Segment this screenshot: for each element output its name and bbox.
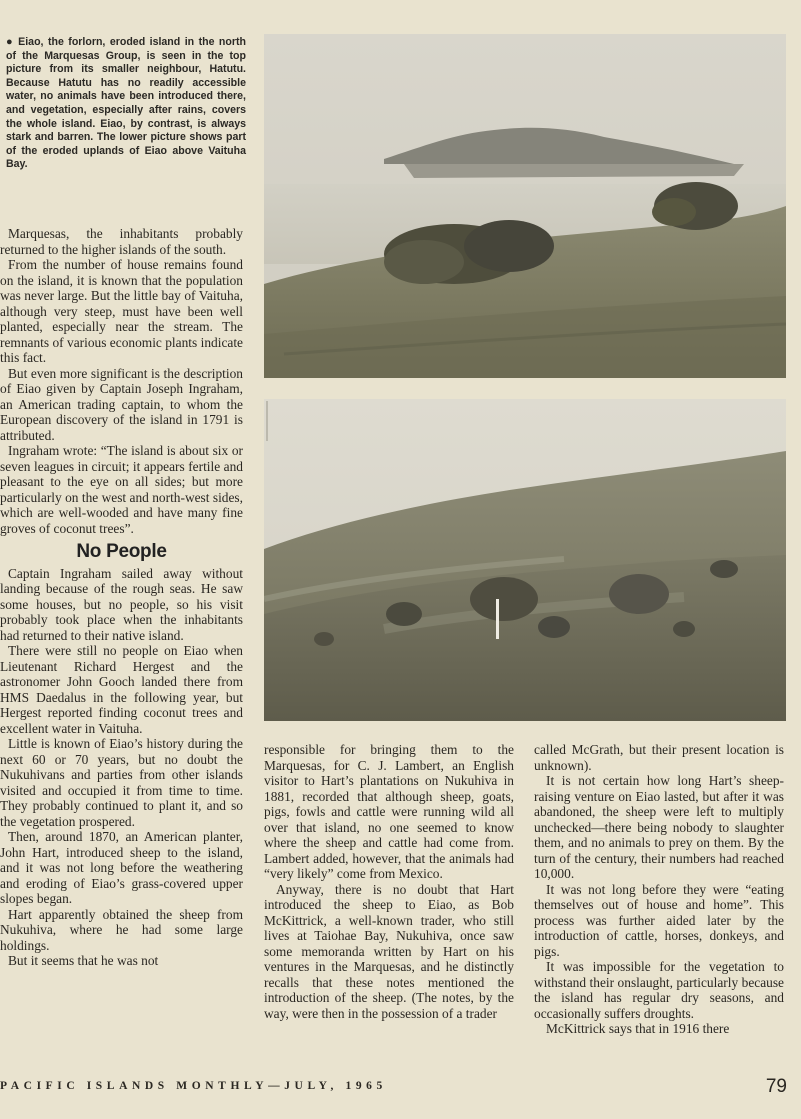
left-column — [0, 226, 243, 969]
paragraph: There were still no people on Eiao when Lieutenant Richard Hergest and the astronomer John Gooch landed there from HMS Daedalus in the following year, but Hergest reported finding coconut trees and excellent water in Vaituha. — [0, 643, 243, 736]
paragraph: Then, around 1870, an American planter, John Hart, introduced sheep to the island, and it was not long before the weathering and eroding of Eiao’s grass-covered upper slopes began. — [0, 829, 243, 906]
section-heading: No People — [76, 541, 167, 562]
paragraph: Ingraham wrote: “The island is about six or seven leagues in circuit; it appears fertile and pleasant to the eye on all sides; but more particularly on the west and north-west sides, which are well-wooded and have many fine groves of coconut trees”. — [0, 443, 243, 536]
paragraph: Marquesas, the inhabitants probably returned to the higher islands of the south. — [0, 226, 243, 257]
right-column — [534, 742, 784, 1037]
paragraph: McKittrick says that in 1916 there — [546, 1021, 730, 1036]
photo-caption — [6, 36, 246, 172]
caption-text: Eiao, the forlorn, eroded island in the north of the Marquesas Group, is seen in the top picture from its smaller neighbour, Hatutu. Because Hatutu has no readily accessible water, no animals have been introduced there, and vegetation, especially after rains, covers the whole island. Eiao, by contrast, is always stark and barren. The lower picture shows part of the eroded uplands of Eiao above Vaituha Bay. — [6, 36, 246, 171]
paragraph: But even more significant is the description of Eiao given by Captain Joseph Ingraham, an American trading captain, to whom the European discovery of the island in 1791 is attributed. — [0, 365, 243, 443]
paragraph: It is not certain how long Hart’s sheep-raising venture on Eiao lasted, but after it was abandoned, the sheep were left to multiply unchecked—there being nobody to slaughter them, and no animals to prey on them. By the turn of the century, their numbers had reached 10,000. — [534, 773, 784, 881]
paragraph: Anyway, there is no doubt that Hart introduced the sheep to Eiao, as Bob McKittrick, a well-known trader, who still lives at Taiohae Bay, Nukuhiva, once saw some memoranda written by Hart on his ventures in the Marquesas, and he distinctly recalls that these notes mentioned the introduction of the sheep. (The notes, by the way, were then in the possession of a trader — [264, 881, 514, 1021]
paragraph: Hart apparently obtained the sheep from Nukuhiva, where he had some large holdings. — [0, 906, 243, 953]
top-photo-eiao-from-hatutu — [264, 34, 786, 378]
page-footer — [0, 1076, 801, 1106]
paragraph: responsible for bringing them to the Marquesas, for C. J. Lambert, an English visitor to Hart’s plantations on Nukuhiva in 1881, recorded that although sheep, goats, pigs, fowls and cattle were running wild all over that island, no one seemed to know where the sheep and cattle had come from. Lambert added, however, that the animals had “very likely” come from Mexico. — [264, 742, 514, 881]
page-number: 79 — [765, 1076, 787, 1097]
magazine-footer-line: PACIFIC ISLANDS MONTHLY—JULY, 1965 — [0, 1080, 387, 1092]
middle-column — [264, 742, 514, 1021]
paragraph: called McGrath, but their present location is unknown). — [534, 742, 784, 773]
paragraph: It was not long before they were “eating themselves out of house and home”. This process was further aided later by the introduction of cattle, horses, donkeys, and pigs. — [534, 881, 784, 959]
paragraph: From the number of house remains found on the island, it is known that the population was never large. But the little bay of Vaituha, although very steep, must have been well planted, especially near the stream. The remnants of various economic plants indicate this fact. — [0, 257, 243, 365]
bottom-photo-eroded-uplands — [264, 399, 786, 721]
caption-bullet: ● — [6, 36, 15, 48]
paragraph: But it seems that he was not — [8, 953, 159, 968]
paragraph: Little is known of Eiao’s history during the next 60 or 70 years, but no doubt the Nukuhivans and parties from other islands visited and occupied it from time to time. They probably continued to plant it, and so the vegetation prospered. — [0, 736, 243, 829]
landscape-photo — [264, 399, 786, 721]
landscape-photo — [264, 34, 786, 378]
paragraph: Captain Ingraham sailed away without landing because of the rough seas. He saw some houses, but no people, so his visit probably took place when the inhabitants had returned to their native island. — [0, 565, 243, 643]
paragraph: It was impossible for the vegetation to withstand their onslaught, particularly because the island has regular dry seasons, and occasionally suffers droughts. — [534, 959, 784, 1021]
